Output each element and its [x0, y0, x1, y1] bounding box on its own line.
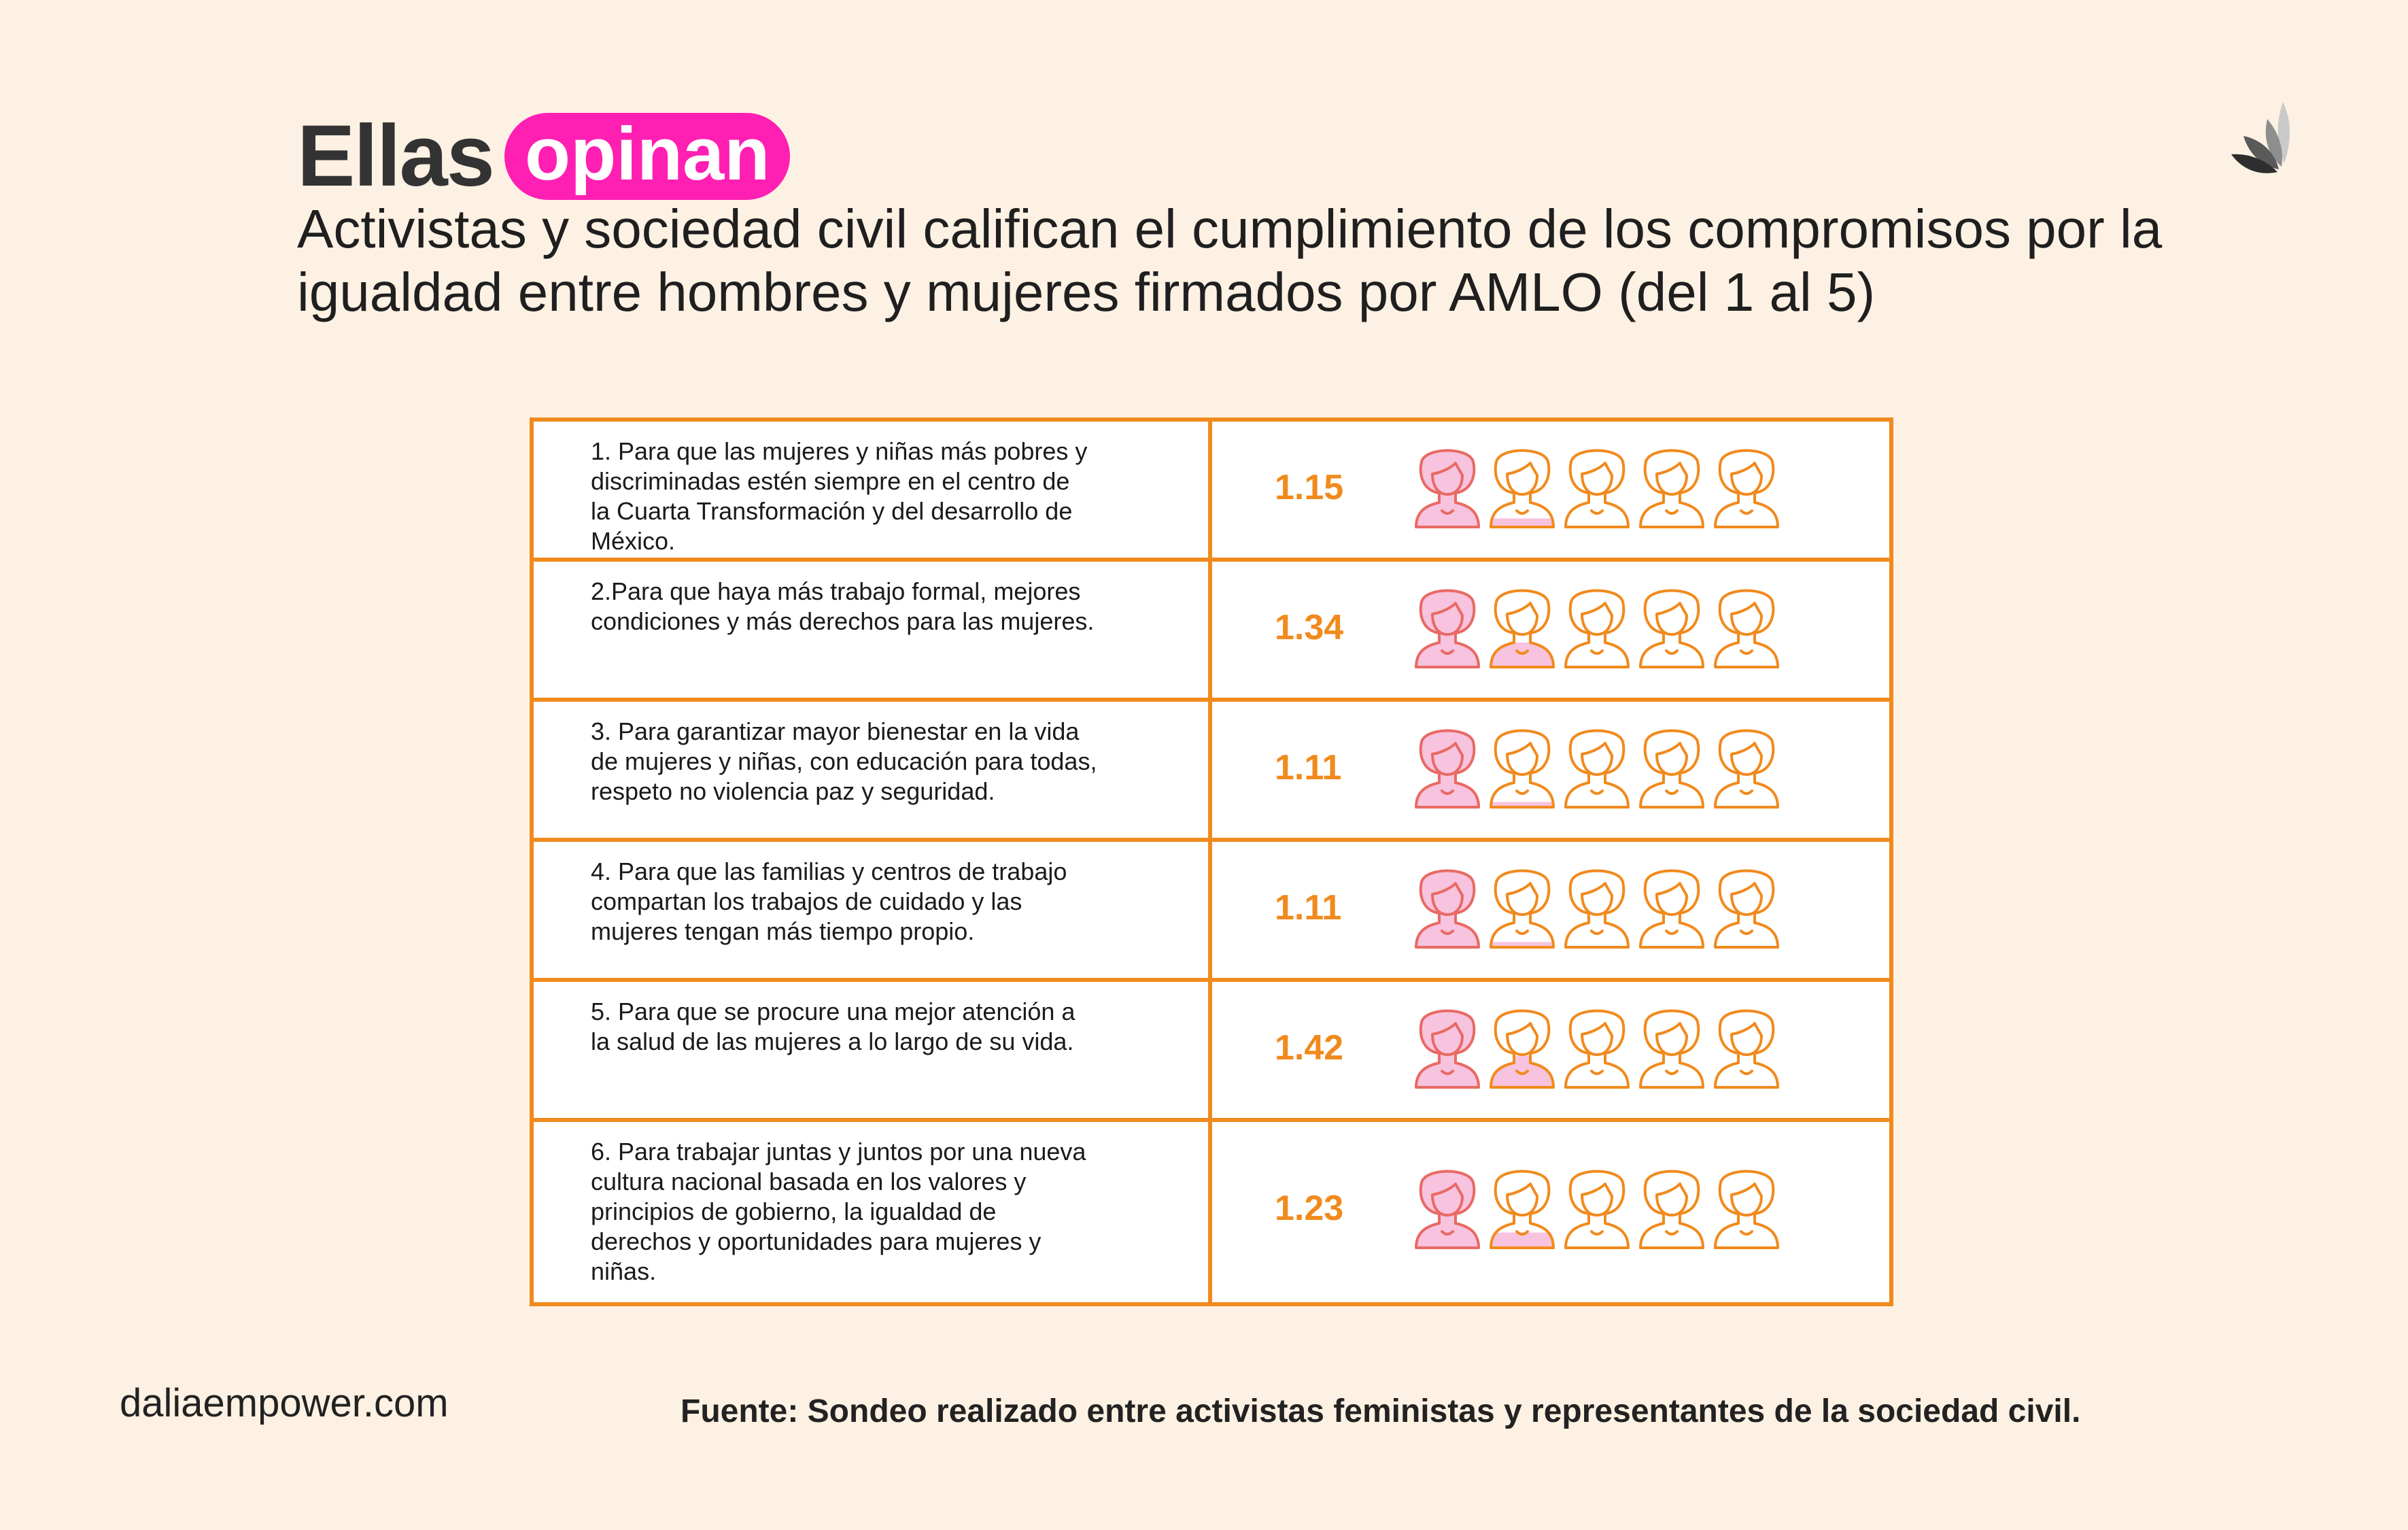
commitment-label: 4. Para que las familias y centros de trabajo compartan los trabajos de cuidado y las mujeres tengan más tiempo propio. [591, 857, 1067, 945]
commitment-label: 6. Para trabajar juntas y juntos por una nueva cultura nacional basada en los valores y principios de gobierno, la igualdad de derechos y oportunidades para mujeres y niñas. [591, 1138, 1086, 1285]
woman-icon [1566, 591, 1628, 668]
table-row [534, 842, 1889, 982]
woman-icon [1491, 1011, 1553, 1088]
commitment-label: 3. Para garantizar mayor bienestar en la vida de mujeres y niñas, con educación para todas, respeto no violencia paz y seguridad. [591, 717, 1097, 805]
woman-icon-rating [1409, 445, 1790, 541]
commitment-cell [534, 1122, 1212, 1302]
woman-icon [1715, 591, 1778, 668]
score-cell [1212, 842, 1889, 978]
score-cell [1212, 422, 1889, 558]
score-value: 1.23 [1275, 1188, 1344, 1228]
score-cell [1212, 982, 1889, 1118]
table-row [534, 1122, 1889, 1302]
woman-icon [1640, 591, 1703, 668]
score-value: 1.42 [1275, 1028, 1344, 1068]
woman-icon-rating [1409, 726, 1790, 821]
woman-icon [1715, 1011, 1778, 1088]
woman-icon [1640, 1011, 1703, 1088]
commitment-label: 2.Para que haya más trabajo formal, mejores condiciones y más derechos para las mujeres. [591, 577, 1095, 635]
woman-icon [1566, 1171, 1628, 1248]
footer-source: Fuente: Sondeo realizado entre activistas feministas y representantes de la sociedad civil. [681, 1393, 2081, 1429]
woman-icon [1491, 591, 1553, 668]
woman-icon-rating [1409, 1166, 1790, 1261]
woman-icon [1416, 871, 1479, 948]
woman-icon [1416, 731, 1479, 808]
table-row [534, 982, 1889, 1122]
woman-icon-rating [1409, 1006, 1790, 1101]
woman-icon-rating [1409, 866, 1790, 961]
woman-icon [1640, 871, 1703, 948]
commitment-label: 5. Para que se procure una mejor atención a la salud de las mujeres a lo largo de su vida. [591, 998, 1076, 1055]
commitment-cell [534, 422, 1212, 558]
footer-website[interactable]: daliaempower.com [120, 1381, 449, 1425]
woman-icon [1416, 451, 1479, 528]
woman-icon [1566, 1011, 1628, 1088]
score-cell [1212, 562, 1889, 698]
lotus-leaves-icon [2230, 99, 2298, 180]
woman-icon [1566, 871, 1628, 948]
woman-icon [1640, 451, 1703, 528]
brand-title [297, 109, 790, 204]
score-value: 1.11 [1275, 888, 1342, 928]
woman-icon [1416, 591, 1479, 668]
commitment-cell [534, 842, 1212, 978]
woman-icon [1416, 1011, 1479, 1088]
woman-icon [1640, 731, 1703, 808]
woman-icon [1715, 731, 1778, 808]
table-row [534, 562, 1889, 702]
woman-icon [1715, 1171, 1778, 1248]
rating-table [530, 418, 1893, 1306]
brand-opinan: opinan [504, 113, 791, 200]
commitment-cell [534, 562, 1212, 698]
score-cell [1212, 1122, 1889, 1302]
commitment-label: 1. Para que las mujeres y niñas más pobres y discriminadas estén siempre en el centro de la Cuarta Transformación y del desarrollo de México. [591, 437, 1088, 555]
woman-icon [1416, 1171, 1479, 1248]
table-row [534, 702, 1889, 842]
score-value: 1.34 [1275, 608, 1344, 647]
table-row [534, 422, 1889, 562]
score-value: 1.15 [1275, 468, 1344, 507]
woman-icon [1715, 871, 1778, 948]
woman-icon [1566, 451, 1628, 528]
woman-icon [1491, 871, 1553, 948]
woman-icon [1491, 1171, 1553, 1248]
woman-icon [1566, 731, 1628, 808]
commitment-cell [534, 702, 1212, 838]
woman-icon [1715, 451, 1778, 528]
score-cell [1212, 702, 1889, 838]
brand-ellas: Ellas [297, 107, 494, 205]
chart-title: Activistas y sociedad civil califican el cumplimiento de los compromisos por la igualdad entre hombres y mujeres firmados por AMLO (del 1 al 5) [297, 199, 2163, 322]
woman-icon [1491, 731, 1553, 808]
woman-icon-rating [1409, 585, 1790, 681]
score-value: 1.11 [1275, 748, 1342, 787]
woman-icon [1640, 1171, 1703, 1248]
commitment-cell [534, 982, 1212, 1118]
woman-icon [1491, 451, 1553, 528]
